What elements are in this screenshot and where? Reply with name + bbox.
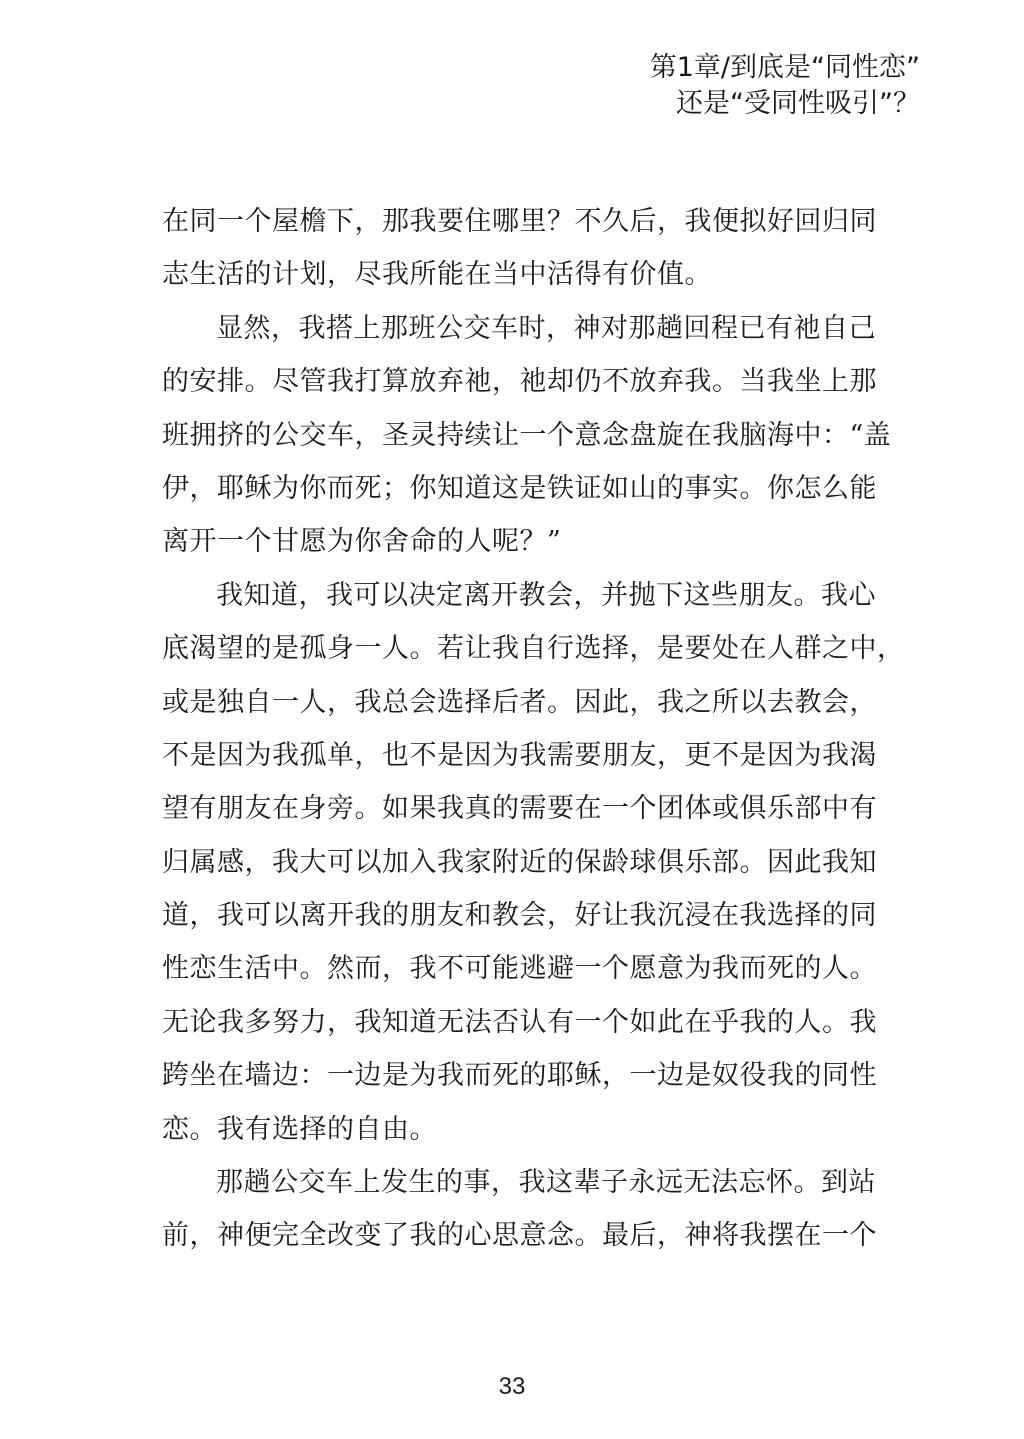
paragraph-start-line: 我知道，我可以决定离开教会，并抛下这些朋友。我心 [216,579,876,611]
body-line: 或是独自一人，我总会选择后者。因此，我之所以去教会， [162,686,877,718]
page-number: 33 [498,1373,526,1400]
body-line: 望有朋友在身旁。如果我真的需要在一个团体或俱乐部中有 [162,793,877,825]
chapter-title-line-2: 还是“受同性吸引”？ [676,88,920,119]
chapter-title-line-1: 第1章/到底是“同性恋” [649,52,920,83]
body-line: 前，神便完全改变了我的心思意念。最后，神将我摆在一个 [162,1220,877,1252]
body-line: 跨坐在墙边：一边是为我而死的耶稣，一边是奴役我的同性 [162,1060,877,1092]
body-line: 伊，耶稣为你而死；你知道这是铁证如山的事实。你怎么能 [162,472,877,504]
body-text [162,195,905,1263]
body-line: 的安排。尽管我打算放弃祂，祂却仍不放弃我。当我坐上那 [162,366,877,398]
body-line: 归属感，我大可以加入我家附近的保龄球俱乐部。因此我知 [162,846,877,878]
body-line: 道，我可以离开我的朋友和教会，好让我沉浸在我选择的同 [162,900,877,932]
body-line: 班拥挤的公交车，圣灵持续让一个意念盘旋在我脑海中：“盖 [162,419,892,451]
body-line: 在同一个屋檐下，那我要住哪里？不久后，我便拟好回归同 [162,206,877,237]
body-line: 无论我多努力，我知道无法否认有一个如此在乎我的人。我 [162,1006,877,1038]
body-line: 性恋生活中。然而，我不可能逃避一个愿意为我而死的人。 [162,953,877,985]
running-header [650,50,920,122]
paragraph-start-line: 显然，我搭上那班公交车时，神对那趟回程已有祂自己 [216,312,876,344]
body-line: 底渴望的是孤身一人。若让我自行选择，是要处在人群之中， [162,633,905,665]
body-line: 志生活的计划，尽我所能在当中活得有价值。 [162,259,712,291]
body-line: 恋。我有选择的自由。 [162,1113,437,1145]
paragraph-start-line: 那趟公交车上发生的事，我这辈子永远无法忘怀。到站 [216,1167,876,1199]
body-line: 不是因为我孤单，也不是因为我需要朋友，更不是因为我渴 [162,739,877,771]
body-line: 离开一个甘愿为你舍命的人呢？” [162,526,562,558]
